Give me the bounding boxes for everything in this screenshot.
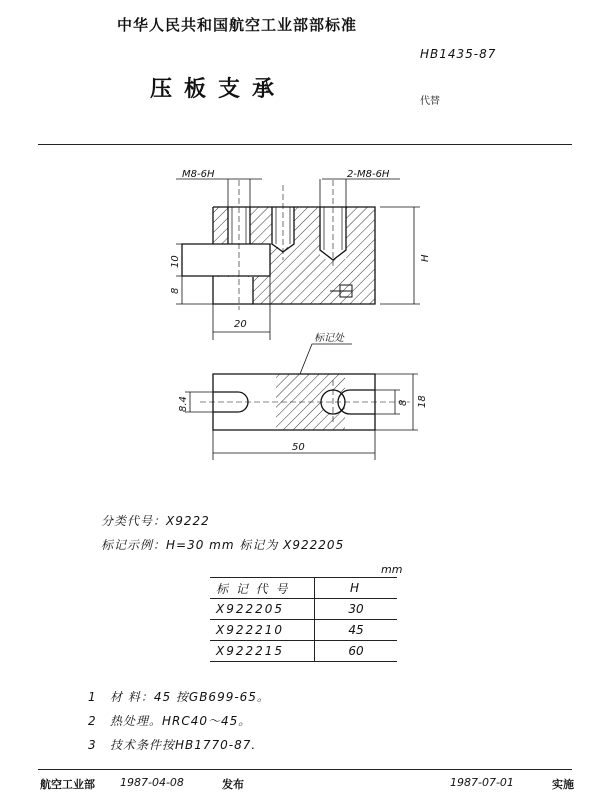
standard-number: HB1435-87	[420, 47, 497, 61]
issuing-authority: 中华人民共和国航空工业部部标准	[117, 16, 358, 34]
issue-label: 发布	[222, 778, 244, 791]
footer-issue-date: 1987-04-08	[120, 776, 184, 789]
header-code: 标 记 代 号	[210, 578, 315, 599]
thread-left-label: M8-6H	[182, 169, 215, 180]
dim-8-4-label: 8.4	[178, 396, 189, 412]
table-row	[210, 620, 397, 641]
table-header-row	[210, 578, 397, 599]
impl-label: 实施	[552, 778, 574, 791]
requirement-text: 技术条件按HB1770-87.	[110, 738, 257, 752]
requirement-number: 3	[88, 738, 97, 752]
cell-h: 30	[315, 599, 398, 620]
footer-impl-label	[552, 776, 574, 792]
cell-h: 45	[315, 620, 398, 641]
requirement-item	[88, 712, 251, 729]
footer-impl-date: 1987-07-01	[450, 776, 514, 789]
replaces-label: 代替	[420, 96, 440, 107]
page-title: 压板支承	[150, 77, 287, 102]
table-row	[210, 641, 397, 662]
front-view	[176, 179, 420, 340]
requirement-text: 材 料：45 按GB699-65。	[110, 690, 270, 704]
requirement-number: 2	[88, 714, 97, 728]
marking-example: 标记示例：H=30 mm 标记为 X922205	[101, 538, 345, 552]
requirement-number: 1	[88, 690, 97, 704]
thread-right-label: 2-M8-6H	[347, 169, 390, 180]
footer-issue-label	[222, 776, 244, 792]
table-row	[210, 599, 397, 620]
classification-code: 分类代号：X9222	[101, 514, 210, 528]
dim-8b-label: 8	[398, 399, 409, 406]
dim-8-label: 8	[170, 287, 181, 294]
dim-h-label: H	[420, 254, 431, 262]
dim-50-label: 50	[292, 442, 305, 453]
requirement-item	[88, 736, 256, 753]
cell-code: X922215	[210, 641, 315, 662]
dim-10-label: 10	[170, 255, 181, 268]
spec-table	[210, 577, 397, 662]
marking-place-label: 标记处	[314, 333, 344, 344]
cell-code: X922205	[210, 599, 315, 620]
requirement-item	[88, 688, 270, 705]
footer-rule	[38, 769, 572, 770]
dim-18-label: 18	[417, 395, 428, 408]
footer-issuer	[40, 776, 95, 792]
dim-20-label: 20	[234, 319, 247, 330]
cell-h: 60	[315, 641, 398, 662]
cell-code: X922210	[210, 620, 315, 641]
table-unit: mm	[381, 563, 403, 576]
header-h: H	[315, 578, 398, 599]
issuer-name: 航空工业部	[40, 778, 95, 791]
requirement-text: 热处理。HRC40～45。	[110, 714, 252, 728]
